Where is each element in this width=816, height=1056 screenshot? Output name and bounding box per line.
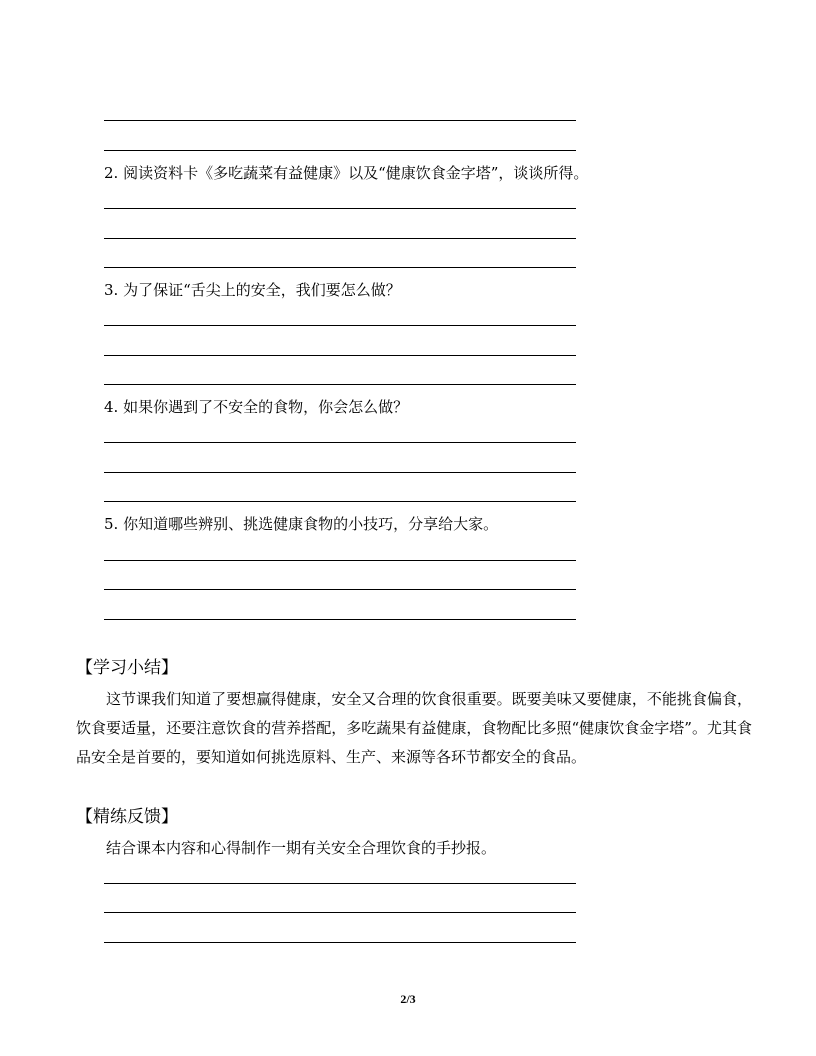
answer-line (104, 942, 576, 943)
answer-line (104, 325, 576, 326)
question-text: 阅读资料卡《多吃蔬菜有益健康》以及“健康饮食金字塔”，谈谈所得。 (123, 164, 589, 182)
question-number: 3. (104, 281, 119, 299)
answer-line (104, 355, 576, 356)
question-number: 5. (104, 515, 119, 533)
answer-line (104, 238, 576, 239)
page-number: 2/3 (400, 992, 416, 1006)
question-text: 你知道哪些辨别、挑选健康食物的小技巧，分享给大家。 (123, 515, 499, 533)
answer-line (104, 912, 576, 913)
answer-line (104, 442, 576, 443)
question-5 (104, 514, 498, 534)
answer-line (104, 120, 576, 121)
answer-line (104, 619, 576, 620)
answer-line (104, 208, 576, 209)
question-text: 为了保证“舌尖上的安全，我们要怎么做？ (123, 281, 401, 299)
practice-text: 结合课本内容和心得制作一期有关安全合理饮食的手抄报。 (106, 839, 497, 857)
answer-line (104, 501, 576, 502)
answer-line (104, 883, 576, 884)
answer-line (104, 560, 576, 561)
practice-paragraph (76, 834, 752, 863)
summary-text: 这节课我们知道了要想赢得健康，安全又合理的饮食很重要。既要美味又要健康，不能挑食偏食，饮食要适量，还要注意饮食的营养搭配，多吃蔬果有益健康，食物配比多照“健康饮食金字塔”。尤其食品安全是首要的，要知道如何挑选原料、生产、来源等各环节都安全的食品。 (76, 690, 752, 766)
practice-heading: 【精练反馈】 (76, 807, 178, 827)
answer-line (104, 384, 576, 385)
answer-line (104, 150, 576, 151)
answer-line (104, 589, 576, 590)
question-number: 4. (104, 398, 119, 416)
question-4 (104, 397, 408, 417)
summary-paragraph (76, 685, 752, 772)
answer-line (104, 267, 576, 268)
question-text: 如果你遇到了不安全的食物，你会怎么做？ (123, 398, 409, 416)
question-number: 2. (104, 164, 119, 182)
question-3 (104, 280, 401, 300)
summary-heading: 【学习小结】 (76, 658, 178, 678)
answer-line (104, 472, 576, 473)
question-2 (104, 163, 588, 183)
